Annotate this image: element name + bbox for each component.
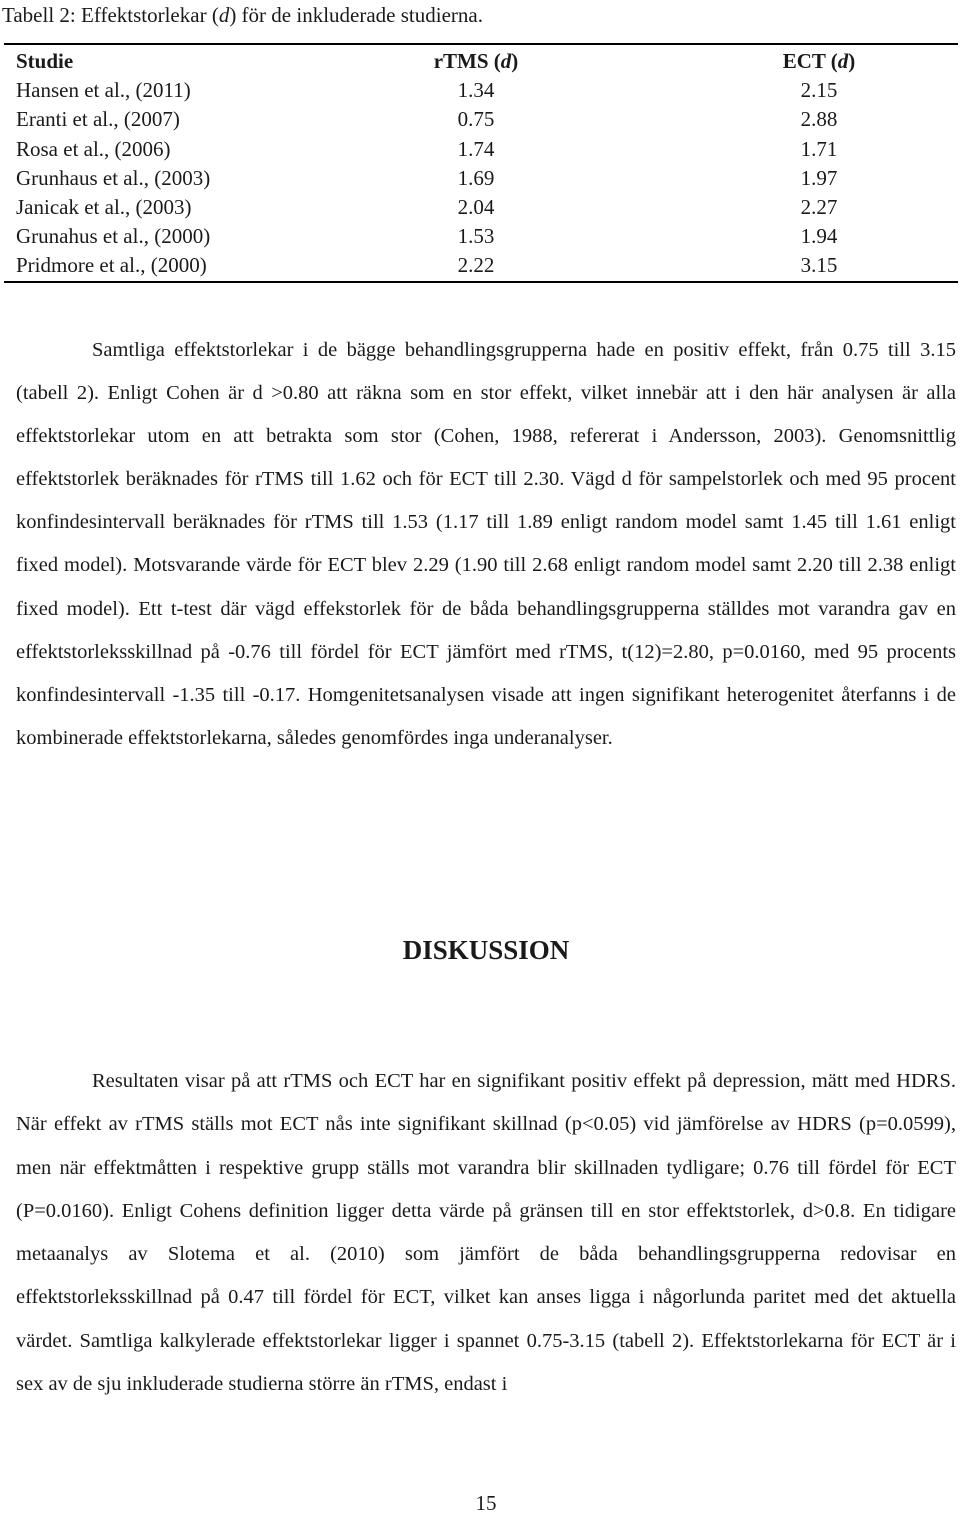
cell-ect: 1.97 [800,165,838,190]
cell-study: Rosa et al., (2006) [16,136,171,161]
cell-study: Eranti et al., (2007) [16,107,180,132]
header-study: Studie [16,49,74,73]
cell-ect: 2.27 [800,194,838,219]
table-caption: Tabell 2: Effektstorlekar (d) för de inkluderade studierna. [2,3,483,27]
cell-study: Grunhaus et al., (2003) [16,165,211,190]
discussion-text: Resultaten visar på att rTMS och ECT har en signifikant positiv effekt på depression, mätt med HDRS. När effekt av rTMS ställs mot ECT nås inte signifikant skillnad (p<0.05) vid jämförelse av HDRS (p=0.0599), men när effektmåtten i respektive grupp ställs mot varandra blir skillnaden tydligare; 0.76 till fördel för ECT (P=0.0160). Enligt Cohens definition ligger detta värde på gränsen till en stor effektstorlek, d>0.8. En tidigare metaanalys av Slotema et al. (2010) som jämfört de båda behandlingsgrupperna redovisar en effektstorleksskillnad på 0.47 till fördel för ECT, vilket kan anses ligga i någorlunda paritet med det aktuella värdet. Samtliga kalkylerade effektstorlekar ligger i spannet 0.75-3.15 (tabell 2). Effektstorlekarna för ECT är i sex av de sju inkluderade studierna större än rTMS, endast i [16,1070,956,1396]
header-ect: ECT (d) [782,49,856,73]
cell-ect: 1.71 [800,136,838,161]
cell-study: Grunahus et al., (2000) [16,224,211,249]
effect-size-table [4,43,958,283]
page-number: 15 [475,1491,497,1515]
cell-rtms: 1.69 [457,165,495,190]
cell-rtms: 1.74 [457,136,495,161]
cell-rtms: 2.04 [457,194,495,219]
table-row [4,76,958,105]
cell-study: Hansen et al., (2011) [16,78,191,103]
effect-size-symbol: d [218,3,230,27]
table-row [4,251,958,280]
cell-rtms: 1.34 [457,78,495,103]
cell-ect: 1.94 [800,224,838,249]
table-row [4,164,958,193]
section-heading: DISKUSSION [402,935,570,965]
table-header-row [4,47,958,76]
cell-rtms: 0.75 [457,107,495,132]
table-row [4,193,958,222]
results-paragraph [16,329,956,760]
table-row [4,222,958,251]
discussion-paragraph [16,1060,956,1406]
header-rtms: rTMS (d) [433,49,519,73]
table-row [4,105,958,134]
cell-study: Pridmore et al., (2000) [16,253,207,278]
cell-ect: 3.15 [800,253,838,278]
cell-study: Janicak et al., (2003) [16,194,192,219]
cell-ect: 2.88 [800,107,838,132]
cell-ect: 2.15 [800,78,838,103]
cell-rtms: 1.53 [457,224,495,249]
results-text: Samtliga effektstorlekar i de bägge behandlingsgrupperna hade en positiv effekt, från 0.75 till 3.15 (tabell 2). Enligt Cohen är d >0.80 att räkna som en stor effekt, vilket innebär att i den här analysen är alla effektstorlekar utom en att betrakta som stor (Cohen, 1988, refererat i Andersson, 2003). Genomsnittlig effektstorlek beräknades för rTMS till 1.62 och för ECT till 2.30. Vägd d för sampelstorlek och med 95 procent konfindesintervall beräknades för rTMS till 1.53 (1.17 till 1.89 enligt random model samt 1.45 till 1.61 enligt fixed model). Motsvarande värde för ECT blev 2.29 (1.90 till 2.68 enligt random model samt 2.20 till 2.38 enligt fixed model). Ett t-test där vägd effekstorlek för de båda behandlingsgrupperna ställdes mot varandra gav en effektstorleksskillnad på -0.76 till fördel för ECT jämfört med rTMS, t(12)=2.80, p=0.0160, med 95 procents konfindesintervall -1.35 till -0.17. Homgenitetsanalysen visade att ingen signifikant heterogenitet återfanns i de kombinerade effektstorlekarna, således genomfördes inga underanalyser. [16,339,956,749]
cell-rtms: 2.22 [457,253,495,278]
table-row [4,135,958,164]
